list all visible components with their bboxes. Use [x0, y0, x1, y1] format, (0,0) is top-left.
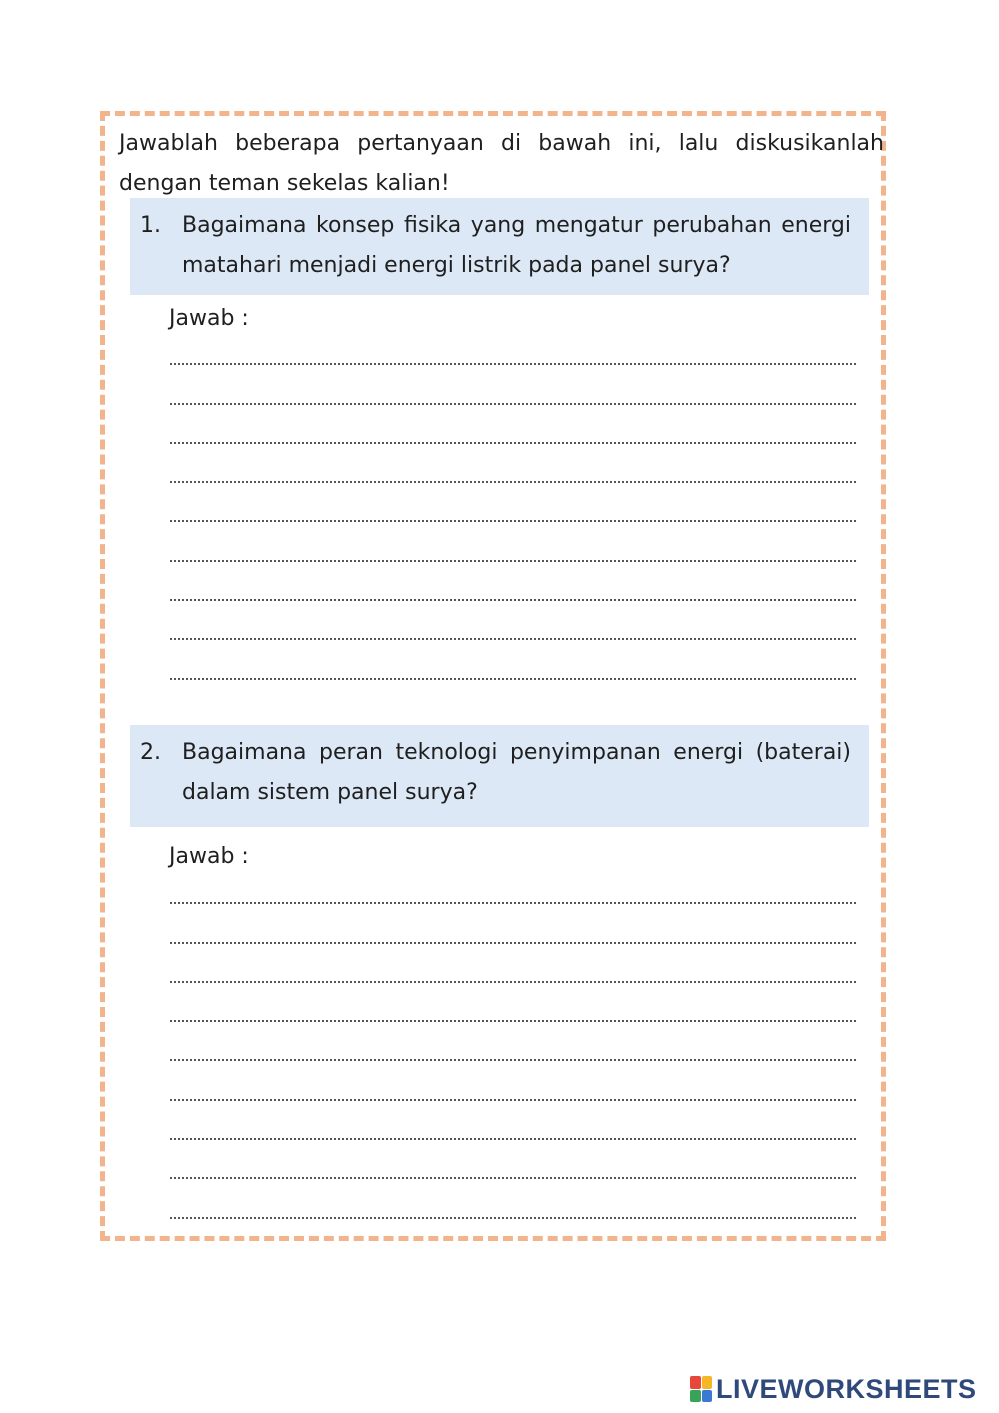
- question-number: 1.: [140, 213, 161, 238]
- liveworksheets-icon: [690, 1376, 712, 1402]
- liveworksheets-logo: [690, 1372, 977, 1406]
- answer-line[interactable]: [170, 532, 856, 571]
- answer-line[interactable]: [170, 1150, 856, 1189]
- answer-line[interactable]: [170, 650, 856, 689]
- answer-line[interactable]: [170, 1189, 856, 1228]
- instructions: Jawablah beberapa pertanyaan di bawah ini, lalu diskusikanlah dengan teman sekelas kalian!: [119, 131, 884, 196]
- answer-line[interactable]: [170, 454, 856, 493]
- answer-area-1[interactable]: [170, 336, 856, 690]
- answer-line[interactable]: [170, 954, 856, 993]
- answer-label-2: Jawab :: [169, 844, 249, 869]
- answer-area-2[interactable]: [170, 875, 856, 1229]
- question-number: 2.: [140, 740, 161, 765]
- answer-line[interactable]: [170, 611, 856, 650]
- answer-line[interactable]: [170, 493, 856, 532]
- answer-label-1: Jawab :: [169, 306, 249, 331]
- answer-line[interactable]: [170, 993, 856, 1032]
- answer-line[interactable]: [170, 415, 856, 454]
- question-2: [130, 725, 869, 827]
- answer-line[interactable]: [170, 875, 856, 914]
- logo-text: LIVEWORKSHEETS: [716, 1373, 977, 1404]
- answer-line[interactable]: [170, 914, 856, 953]
- question-text: Bagaimana konsep fisika yang mengatur perubahan energi matahari menjadi energi listrik pada panel surya?: [182, 213, 851, 278]
- question-text: Bagaimana peran teknologi penyimpanan energi (baterai) dalam sistem panel surya?: [182, 740, 851, 805]
- answer-line[interactable]: [170, 1032, 856, 1071]
- answer-line[interactable]: [170, 1071, 856, 1110]
- question-1: [130, 198, 869, 295]
- answer-line[interactable]: [170, 1111, 856, 1150]
- answer-line[interactable]: [170, 375, 856, 414]
- answer-line[interactable]: [170, 572, 856, 611]
- answer-line[interactable]: [170, 336, 856, 375]
